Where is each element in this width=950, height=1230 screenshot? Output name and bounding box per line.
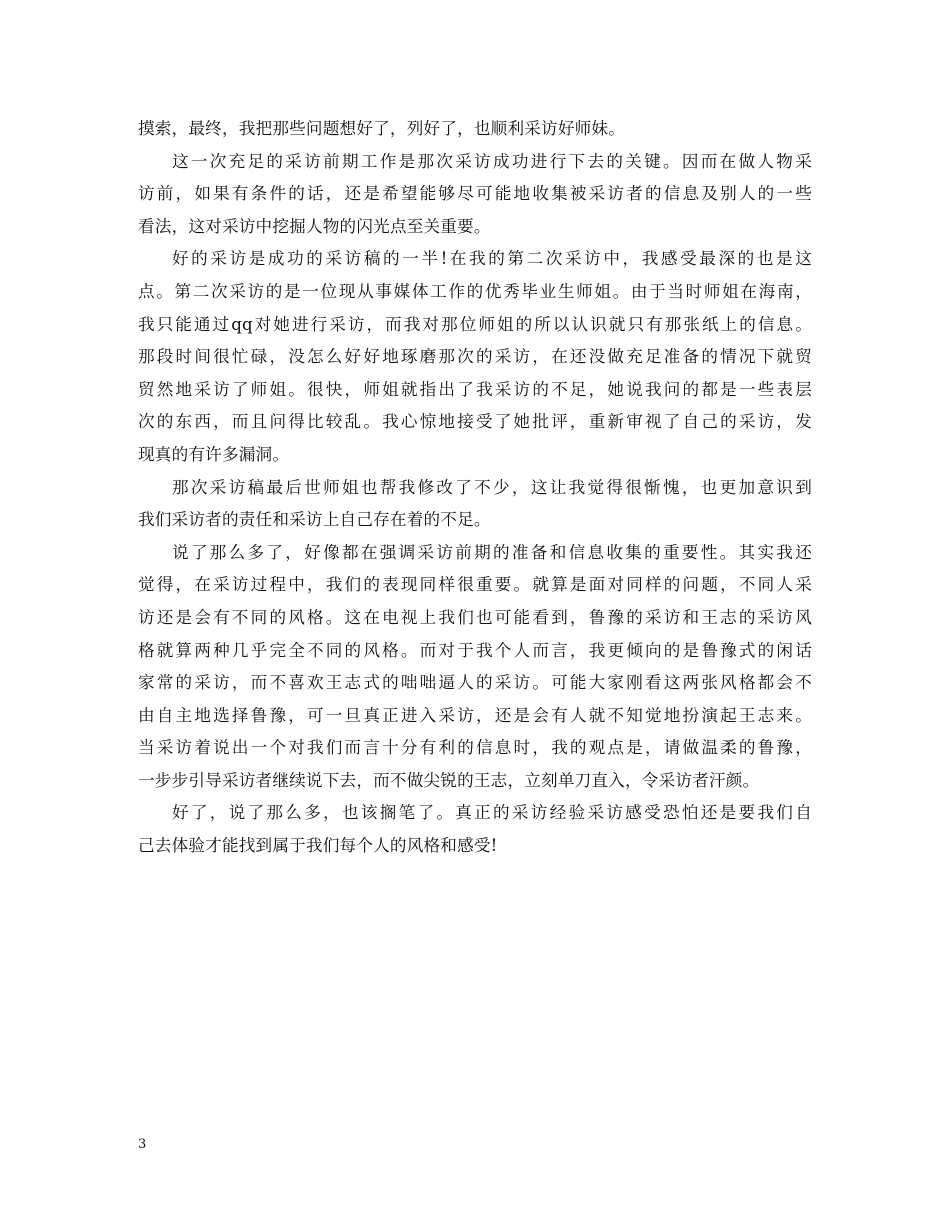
text-line: 格就算两种几乎完全不同的风格。而对于我个人而言，我更倾向的是鲁豫式的闲话 [138,640,812,660]
text-line: 访还是会有不同的风格。这在电视上我们也可能看到，鲁豫的采访和王志的采访风 [138,607,812,627]
text-line: 贸然地采访了师姐。很快，师姐就指出了我采访的不足，她说我问的都是一些表层 [138,379,812,399]
body-text [138,113,812,863]
paragraph-first-line: 这一次充足的采访前期工作是那次采访成功进行下去的关键。因而在做人物采 [172,151,812,171]
text-line: 当采访着说出一个对我们而言十分有利的信息时，我的观点是，请做温柔的鲁豫， [138,738,812,758]
text-line: 家常的采访，而不喜欢王志式的咄咄逼人的采访。可能大家刚看这两张风格都会不 [138,673,812,693]
text-line: 访前，如果有条件的话，还是希望能够尽可能地收集被采访者的信息及别人的一些 [138,184,812,204]
text-line: 觉得，在采访过程中，我们的表现同样很重要。就算是面对同样的问题，不同人采 [138,575,812,595]
paragraph-first-line: 说了那么多了，好像都在强调采访前期的准备和信息收集的重要性。其实我还 [172,542,812,562]
text-line: 次的东西，而且问得比较乱。我心惊地接受了她批评，重新审视了自己的采访，发 [138,412,812,432]
page-number: 3 [138,1137,147,1152]
text-line: 我只能通过qq对她进行采访，而我对那位师姐的所以认识就只有那张纸上的信息。 [138,314,812,334]
text-line: 己去体验才能找到属于我们每个人的风格和感受! [138,836,498,856]
text-line: 现真的有许多漏洞。 [138,444,290,464]
text-line: 摸索，最终，我把那些问题想好了，列好了，也顺利采访好师妹。 [138,119,626,138]
text-line: 看法，这对采访中挖掘人物的闪光点至关重要。 [138,216,491,236]
paragraph-first-line: 好了，说了那么多，也该搁笔了。真正的采访经验采访感受恐怕还是要我们自 [172,803,812,823]
text-line: 那段时间很忙碌，没怎么好好地琢磨那次的采访，在还没做充足准备的情况下就贸 [138,347,812,367]
text-line: 点。第二次采访的是一位现从事媒体工作的优秀毕业生师姐。由于当时师姐在海南， [138,281,812,301]
paragraph-first-line: 那次采访稿最后世师姐也帮我修改了不少，这让我觉得很惭愧，也更加意识到 [172,477,812,497]
text-line: 我们采访者的责任和采访上自己存在着的不足。 [138,510,491,530]
text-line: 由自主地选择鲁豫，可一旦真正进入采访，还是会有人就不知觉地扮演起王志来。 [138,705,812,725]
paragraph-first-line: 好的采访是成功的采访稿的一半!在我的第二次采访中，我感受最深的也是这 [172,249,812,269]
text-line: 一步步引导采访者继续说下去，而不做尖锐的王志，立刻单刀直入，令采访者汗颜。 [138,770,760,790]
